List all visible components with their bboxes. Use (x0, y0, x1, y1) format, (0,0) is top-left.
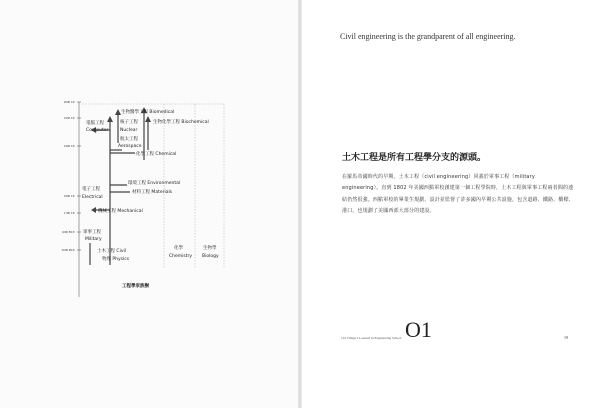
label-civil: 土木工程 Civil (97, 249, 126, 254)
axis-tick-label: 1950 CE (63, 116, 75, 120)
label-computer-en: Computer (86, 128, 109, 133)
label-military-en: Military (85, 237, 102, 242)
label-aerospace: 航太工程 (120, 137, 138, 142)
label-biomedical: 生物醫學工程 Biomedical (121, 110, 175, 115)
axis-tick-label: 1900 CE (63, 144, 75, 148)
engineering-family-tree (0, 0, 299, 408)
label-aerospace-en: Aerospace (118, 144, 142, 149)
label-chemistry-en: Chemistry (169, 254, 193, 259)
label-physics: 物理 Physics (102, 257, 130, 262)
diagram-caption: 工程學家族樹 (122, 284, 149, 289)
label-electrical-en: Electrical (82, 195, 103, 200)
section-heading: 土木工程是所有工程學分支的源頭。 (342, 153, 487, 163)
body-paragraph: 在羅馬帝國時代的早期，土木工程（civil engineering）同義於軍事工程（military engineering）。直到 1802 年美國西點軍校創建第一個工程學院時，土木工程與軍事工程兩者間的連結仍然很強。西點軍校的畢業生規劃、設計並監督了許多國內早期公共設施，包含道路、鐵路、橋樑、港口，也規劃了美國西部大部分的建設。 (342, 174, 574, 215)
label-military: 軍事工程 (83, 230, 101, 235)
label-nuclear-en: Nuclear (120, 128, 138, 133)
label-electrical: 電子工程 (82, 187, 100, 192)
epigraph-quote: Civil engineering is the grandparent of all engineering. (340, 32, 516, 41)
biochemical-arrow-icon (145, 116, 151, 122)
axis-tick-label: 2000 CE (63, 100, 75, 104)
label-chemistry: 化學 (174, 246, 183, 251)
family-tree-diagram (0, 0, 299, 408)
label-mechanical: 機械工程 Mechanical (98, 209, 143, 214)
axis-tick-label: 1800 CE (63, 194, 75, 198)
axis-tick-label: 1000 BCE (61, 230, 75, 234)
axis-ticks (62, 100, 81, 252)
label-biochemical: 生物化學工程 Biochemical (153, 120, 209, 125)
axis-tick-label: 5000 BCE (61, 248, 75, 252)
label-biology: 生物學 (203, 246, 217, 251)
chapter-number: O1 (405, 317, 432, 342)
label-materials: 材料工程 Materials (132, 190, 173, 195)
civil-arrow-icon (107, 116, 113, 122)
label-biology-en: Biology (202, 254, 219, 259)
axis-tick-label: 1700 CE (63, 211, 75, 215)
label-chemical: 化學工程 Chemical (136, 152, 177, 157)
running-head: 101 Things I Learned in Engineering School (341, 336, 402, 340)
label-computer: 電腦工程 (86, 121, 104, 126)
mechanical-arrow-icon (91, 207, 96, 213)
label-nuclear: 核子工程 (120, 120, 138, 125)
page-number: 19 (564, 335, 568, 340)
label-environmental: 環境工程 Environmental (128, 181, 181, 186)
